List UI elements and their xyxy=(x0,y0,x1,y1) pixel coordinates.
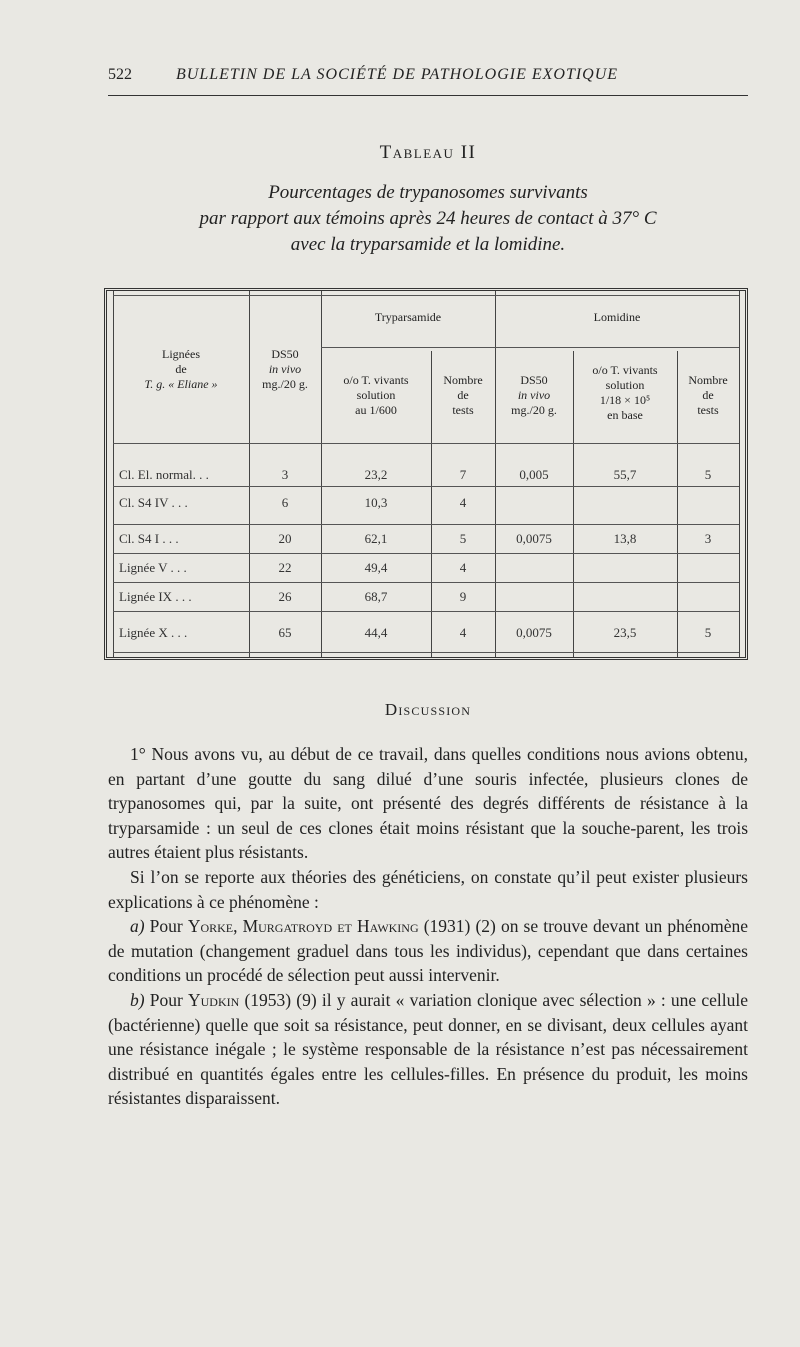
paragraph: 1° Nous avons vu, au début de ce travail, dans quelles conditions nous avions obtenu, en partant d’une goutte du sang dilué d’une souris infectée, plusieurs clones de trypanosomes qui, par la suite, ont présenté des degrés différents de résistance à la tryparsamide : un seul de ces clones était moins résistant que la souche-parent, les trois autres étaient plus résistants. xyxy=(108,744,748,863)
row-rule xyxy=(113,486,739,487)
row-rule xyxy=(113,553,739,554)
cell-lignee: Lignée V . . . xyxy=(119,560,187,575)
cell-tryp-pct: 68,7 xyxy=(364,589,388,604)
header-bottom-rule xyxy=(113,443,739,444)
cell-ds50: 20 xyxy=(278,531,292,546)
data-table xyxy=(104,288,748,660)
header-lignees: Lignées de T. g. « Eliane » xyxy=(144,347,218,391)
cell-tryp-pct: 49,4 xyxy=(364,560,388,575)
header-lom-ds50: DS50 in vivo mg./20 g. xyxy=(511,373,557,417)
header-ds50: DS50 in vivo mg./20 g. xyxy=(262,347,308,391)
table-caption xyxy=(108,180,748,258)
running-header xyxy=(108,66,748,84)
group-rule xyxy=(321,347,739,348)
cell-ds50: 22 xyxy=(278,560,292,575)
cell-lignee: Lignée IX . . . xyxy=(119,589,192,604)
journal-title: BULLETIN DE LA SOCIÉTÉ DE PATHOLOGIE EXOTIQUE xyxy=(176,66,619,83)
cell-lom-ds50: 0,0075 xyxy=(516,531,552,546)
page-number: 522 xyxy=(108,66,132,83)
cell-ds50: 3 xyxy=(281,467,289,482)
cell-tryp-n: 7 xyxy=(459,467,467,482)
table-rule xyxy=(113,295,739,296)
paragraph: a) Pour Yorke, Murgatroyd et Hawking (1931) (2) on se trouve devant un phénomène de mutation (changement graduel dans tous les individus), cependant que dans certaines conditions un procédé de sélection peut aussi intervenir. xyxy=(108,916,748,986)
cell-tryp-pct: 10,3 xyxy=(364,495,388,510)
cell-tryp-pct: 44,4 xyxy=(364,625,388,640)
cell-lom-ds50: 0,0075 xyxy=(516,625,552,640)
cell-lignee: Cl. S4 I . . . xyxy=(119,531,179,546)
cell-ds50: 65 xyxy=(278,625,292,640)
section-title: Discussion xyxy=(384,700,472,719)
row-rule xyxy=(113,582,739,583)
table-border-inner xyxy=(739,291,740,657)
cell-lom-pct: 55,7 xyxy=(613,467,637,482)
caption-line: par rapport aux témoins après 24 heures de contact à 37° C xyxy=(199,208,657,229)
caption-line: Pourcentages de trypanosomes survivants xyxy=(268,182,588,203)
cell-lignee: Cl. El. normal. . . xyxy=(119,467,209,482)
cell-lom-n: 5 xyxy=(704,625,712,640)
header-lom-vivants: o/o T. vivants solution 1/18 × 10⁵ en base xyxy=(592,363,658,422)
body-text xyxy=(108,742,748,1111)
cell-tryp-n: 4 xyxy=(459,495,467,510)
row-rule xyxy=(113,524,739,525)
caption-line: avec la tryparsamide et la lomidine. xyxy=(290,234,566,255)
cell-lignee: Lignée X . . . xyxy=(119,625,188,640)
row-rule xyxy=(113,611,739,612)
header-tryparsamide: Tryparsamide xyxy=(374,310,442,324)
cell-tryp-pct: 23,2 xyxy=(364,467,388,482)
header-lom-nombre: Nombre de tests xyxy=(688,373,728,417)
cell-lom-pct: 13,8 xyxy=(613,531,637,546)
cell-lignee: Cl. S4 IV . . . xyxy=(119,495,188,510)
cell-tryp-n: 5 xyxy=(459,531,467,546)
cell-lom-ds50: 0,005 xyxy=(519,467,549,482)
cell-ds50: 26 xyxy=(278,589,292,604)
cell-lom-pct: 23,5 xyxy=(613,625,637,640)
table-border-inner xyxy=(113,291,114,657)
cell-tryp-n: 4 xyxy=(459,625,467,640)
cell-tryp-n: 4 xyxy=(459,560,467,575)
header-tryp-vivants: o/o T. vivants solution au 1/600 xyxy=(343,373,409,417)
header-rule xyxy=(108,95,748,96)
table-bottom-rule xyxy=(113,652,739,653)
paragraph: Si l’on se reporte aux théories des généticiens, on constate qu’il peut exister plusieurs explications à ce phénomène : xyxy=(108,866,748,912)
cell-ds50: 6 xyxy=(281,495,289,510)
cell-tryp-n: 9 xyxy=(459,589,467,604)
paragraph: b) Pour Yudkin (1953) (9) il y aurait « variation clonique avec sélection » : une cellule (bactérienne) quelle que soit sa résistance, peut donner, en se divisant, deux cellules ayant une résistance inégale ; le système responsable de la résistance n’est pas nécessairement distribué en quantités égales entre les cellules-filles. En présence du produit, les moins résistantes disparaissent. xyxy=(108,989,748,1109)
cell-lom-n: 3 xyxy=(704,531,712,546)
cell-lom-n: 5 xyxy=(704,467,712,482)
table-label: Tableau II xyxy=(379,142,477,163)
cell-tryp-pct: 62,1 xyxy=(364,531,388,546)
header-tryp-nombre: Nombre de tests xyxy=(443,373,483,417)
header-lomidine: Lomidine xyxy=(593,310,641,324)
